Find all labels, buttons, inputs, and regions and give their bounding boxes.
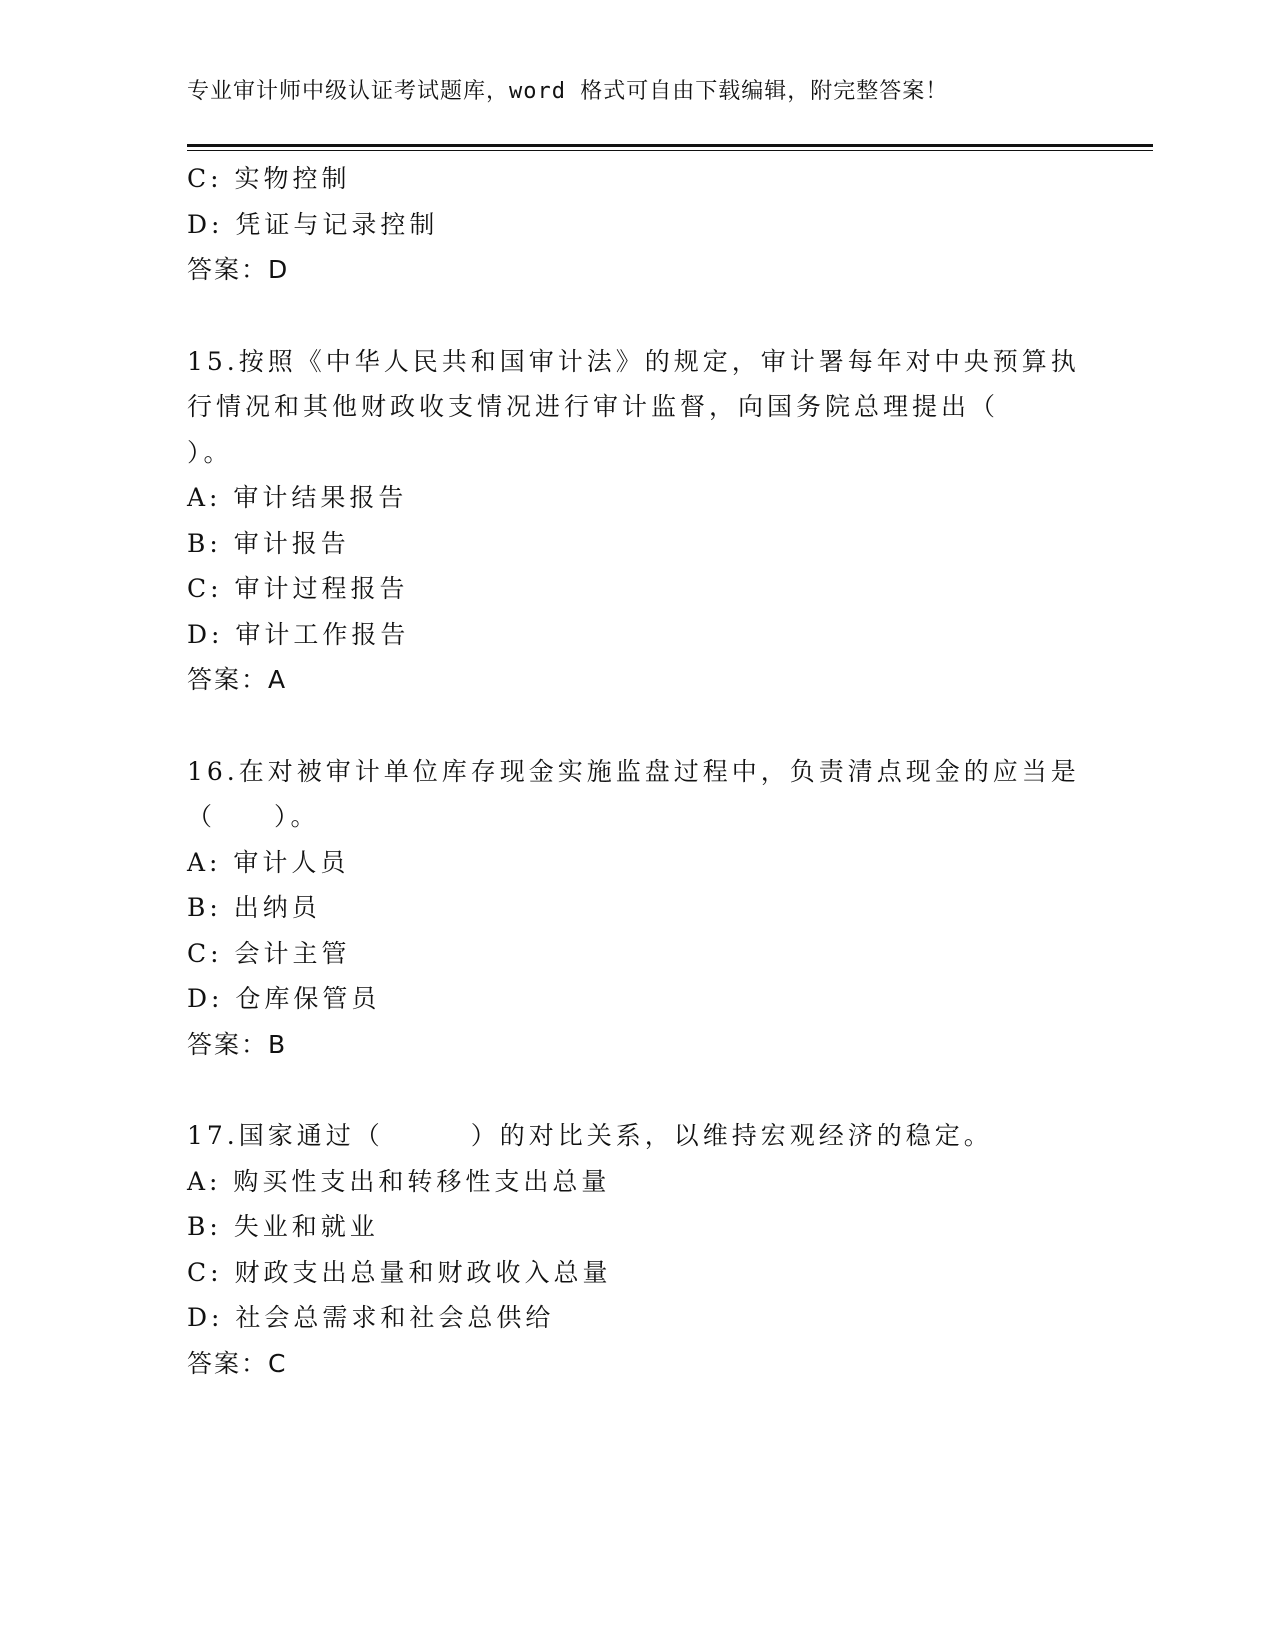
question-stem: 行情况和其他财政收支情况进行审计监督，向国务院总理提出（ — [187, 392, 1000, 421]
header-rule-thin — [187, 150, 1153, 151]
question-14-continued — [187, 156, 1087, 293]
answer: 答案：A — [187, 665, 288, 694]
option-c: C: 财政支出总量和财政收入总量 — [187, 1257, 612, 1287]
option-d: D: 审计工作报告 — [187, 619, 410, 649]
spacer — [187, 1067, 1087, 1113]
question-15 — [187, 339, 1087, 703]
answer: 答案：D — [187, 255, 290, 284]
option-c: C: 审计过程报告 — [187, 574, 409, 603]
option-c: C: 实物控制 — [187, 164, 351, 193]
option-a: A: 审计人员 — [187, 847, 350, 877]
option-d: D: 社会总需求和社会总供给 — [187, 1303, 555, 1332]
option-b: B: 审计报告 — [187, 528, 350, 558]
question-stem: 17.国家通过（ ）的对比关系，以维持宏观经济的稳定。 — [187, 1121, 993, 1150]
question-stem: 15.按照《中华人民共和国审计法》的规定，审计署每年对中央预算执 — [187, 346, 1080, 376]
option-b: B: 出纳员 — [187, 893, 321, 922]
spacer — [187, 293, 1087, 339]
spacer — [187, 703, 1087, 749]
option-a: A: 审计结果报告 — [187, 483, 408, 512]
option-c: C: 会计主管 — [187, 938, 351, 968]
header-rule-thick — [187, 144, 1153, 147]
document-body — [187, 156, 1087, 1386]
option-b: B: 失业和就业 — [187, 1212, 379, 1241]
question-17 — [187, 1113, 1087, 1386]
question-stem: 16.在对被审计单位库存现金实施监盘过程中，负责清点现金的应当是 — [187, 756, 1080, 786]
option-d: D: 仓库保管员 — [187, 984, 381, 1013]
option-a: A: 购买性支出和转移性支出总量 — [187, 1166, 611, 1196]
option-d: D: 凭证与记录控制 — [187, 209, 439, 239]
answer: 答案：B — [187, 1029, 288, 1059]
question-stem: ）。 — [187, 437, 233, 467]
page-header: 专业审计师中级认证考试题库，word 格式可自由下载编辑，附完整答案！ — [187, 79, 949, 104]
answer: 答案：C — [187, 1348, 288, 1378]
question-stem: （ ）。 — [187, 802, 320, 831]
question-16 — [187, 749, 1087, 1068]
